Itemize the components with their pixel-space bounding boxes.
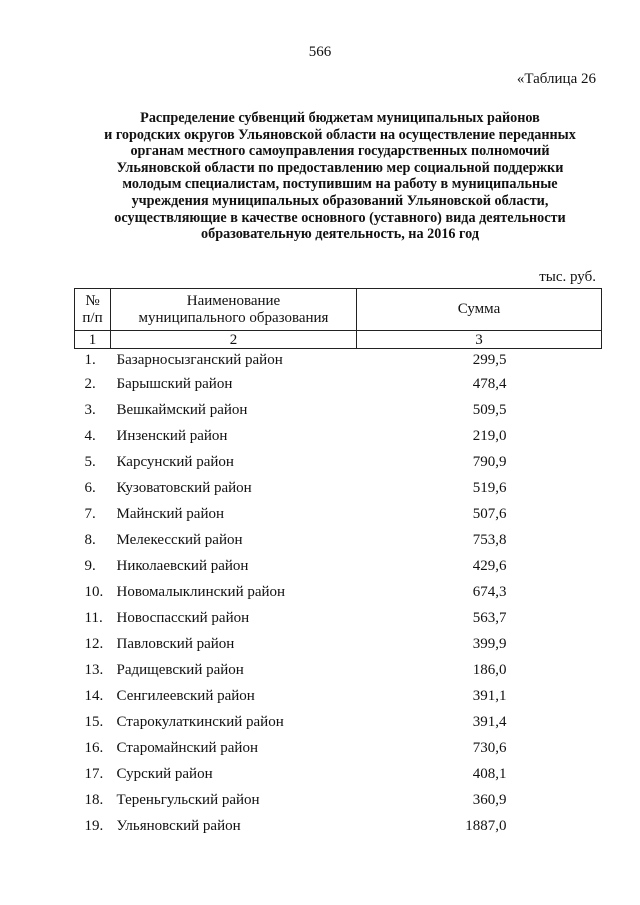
column-number: 2 (111, 331, 357, 349)
column-number: 1 (75, 331, 111, 349)
header-number (75, 289, 111, 331)
district-name: Радищевский район (116, 661, 244, 678)
district-name: Новомалыклинский район (116, 583, 286, 600)
title-line: учреждения муниципальных образований Ульяновской области, (131, 192, 549, 209)
table-row (75, 735, 602, 761)
district-name: Барышский район (116, 375, 233, 392)
header-number-line2: п/п (82, 309, 103, 326)
header-name-line1: Наименование (186, 292, 281, 309)
header-name (111, 289, 357, 331)
table-row (75, 423, 602, 449)
district-name: Мелекесский район (116, 531, 243, 548)
row-number: 17. (84, 765, 104, 782)
subvention-sum: 391,1 (472, 687, 507, 704)
district-name: Старомайнский район (116, 739, 258, 756)
row-number: 8. (84, 531, 96, 548)
subvention-sum: 408,1 (472, 765, 507, 782)
subvention-sum: 509,5 (472, 401, 507, 418)
subvention-sum: 507,6 (472, 505, 507, 522)
title-line: Ульяновской области по предоставлению мер социальной поддержки (116, 159, 564, 176)
row-number: 19. (84, 817, 104, 834)
district-name: Старокулаткинский район (116, 713, 284, 730)
table-reference: «Таблица 26 (516, 71, 596, 87)
district-name: Николаевский район (116, 557, 249, 574)
table-row (75, 553, 602, 579)
subvention-sum: 219,0 (472, 427, 507, 444)
district-name: Кузоватовский район (116, 479, 252, 496)
row-number: 2. (84, 375, 96, 392)
subvention-sum: 429,6 (472, 557, 507, 574)
table-row (75, 579, 602, 605)
district-name: Сенгилеевский район (116, 687, 255, 704)
title-line: осуществляющие в качестве основного (уставного) вида деятельности (114, 209, 566, 226)
table-row (75, 657, 602, 683)
district-name: Вешкаймский район (116, 401, 248, 418)
subvention-sum: 186,0 (472, 661, 507, 678)
subvention-table (74, 288, 602, 839)
row-number: 11. (84, 609, 103, 626)
table-row (75, 813, 602, 839)
subvention-sum: 360,9 (472, 791, 507, 808)
subvention-table-wrapper (74, 288, 601, 839)
units-label: тыс. руб. (539, 269, 596, 285)
subvention-sum: 299,5 (472, 351, 507, 368)
table-body (75, 349, 602, 840)
district-name: Тереньгульский район (116, 791, 260, 808)
table-row (75, 709, 602, 735)
row-number: 6. (84, 479, 96, 496)
district-name: Павловский район (116, 635, 235, 652)
district-name: Базарносызганский район (116, 351, 283, 368)
row-number: 12. (84, 635, 104, 652)
title-line: и городских округов Ульяновской области на осуществление переданных (104, 126, 576, 143)
table-row (75, 397, 602, 423)
subvention-sum: 399,9 (472, 635, 507, 652)
title-line: Распределение субвенций бюджетам муниципальных районов (140, 110, 540, 126)
subvention-sum: 519,6 (472, 479, 507, 496)
header-sum: Сумма (357, 289, 602, 331)
table-row (75, 631, 602, 657)
column-number: 3 (357, 331, 602, 349)
table-row (75, 449, 602, 475)
table-row (75, 349, 602, 372)
row-number: 4. (84, 427, 96, 444)
row-number: 16. (84, 739, 104, 756)
subvention-sum: 1887,0 (465, 817, 507, 834)
row-number: 10. (84, 583, 104, 600)
title-line: органам местного самоуправления государственных полномочий (130, 143, 550, 160)
row-number: 15. (84, 713, 104, 730)
table-header-row (75, 289, 602, 331)
row-number: 7. (84, 505, 96, 522)
table-row (75, 605, 602, 631)
document-title (60, 110, 620, 243)
subvention-sum: 478,4 (472, 375, 507, 392)
title-line: молодым специалистам, поступившим на работу в муниципальные (122, 176, 558, 193)
district-name: Новоспасский район (116, 609, 250, 626)
row-number: 9. (84, 557, 96, 574)
row-number: 14. (84, 687, 104, 704)
title-line: образовательную деятельность, на 2016 год (201, 226, 479, 243)
district-name: Сурский район (116, 765, 213, 782)
row-number: 18. (84, 791, 104, 808)
table-row (75, 683, 602, 709)
district-name: Карсунский район (116, 453, 234, 470)
table-row (75, 501, 602, 527)
row-number: 1. (84, 351, 96, 368)
table-row (75, 475, 602, 501)
district-name: Майнский район (116, 505, 225, 522)
row-number: 3. (84, 401, 96, 418)
district-name: Инзенский район (116, 427, 228, 444)
row-number: 5. (84, 453, 96, 470)
subvention-sum: 391,4 (472, 713, 507, 730)
column-number-row (75, 331, 602, 349)
subvention-sum: 730,6 (472, 739, 507, 756)
table-row (75, 787, 602, 813)
page-number: 566 (308, 44, 332, 60)
district-name: Ульяновский район (116, 817, 241, 834)
table-row (75, 527, 602, 553)
subvention-sum: 563,7 (472, 609, 507, 626)
subvention-sum: 753,8 (472, 531, 507, 548)
header-number-line1: № (85, 292, 100, 309)
subvention-sum: 790,9 (472, 453, 507, 470)
row-number: 13. (84, 661, 104, 678)
table-row (75, 761, 602, 787)
header-name-line2: муниципального образования (138, 309, 329, 326)
subvention-sum: 674,3 (472, 583, 507, 600)
table-row (75, 371, 602, 397)
